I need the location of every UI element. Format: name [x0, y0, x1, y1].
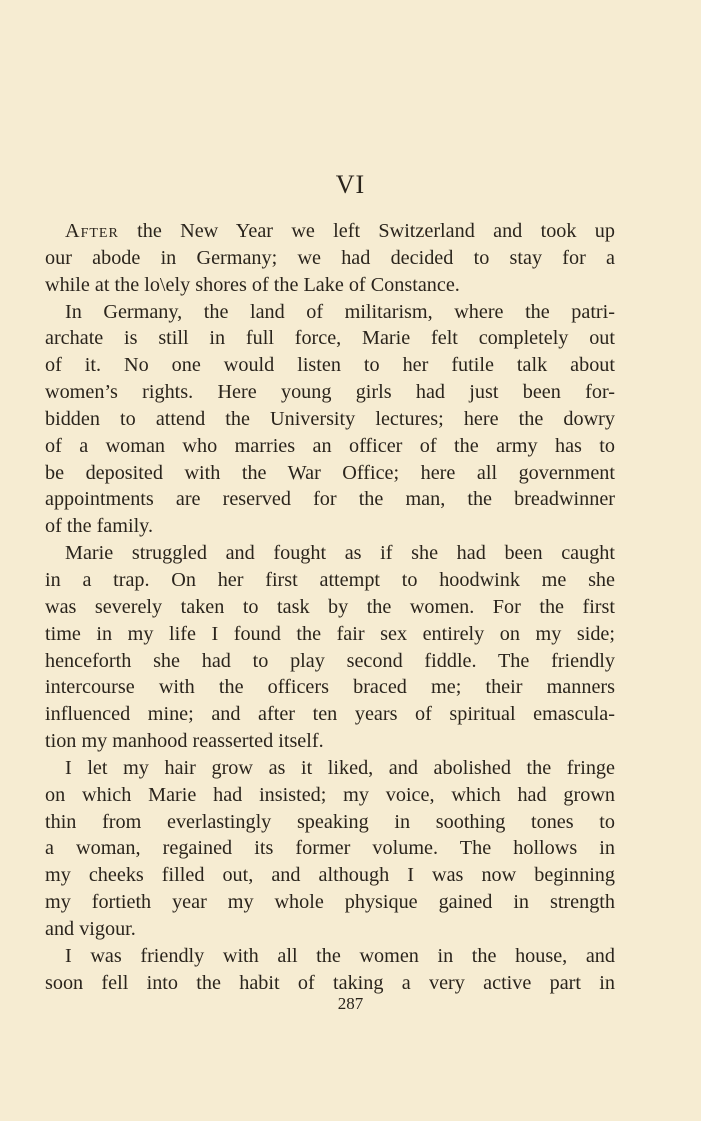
text-line: our abode in Germany; we had decided to stay for a — [45, 246, 615, 269]
text-line: my fortieth year my whole physique gained in strength — [45, 891, 615, 914]
text-line: influenced mine; and after ten years of spiritual emascula- — [45, 703, 615, 726]
text-line: while at the lo\ely shores of the Lake of Constance. — [45, 273, 460, 296]
text-line: henceforth she had to play second fiddle. The friendly — [45, 649, 615, 672]
text-line: of the family. — [45, 515, 154, 538]
text-line: I was friendly with all the women in the house, and — [65, 944, 615, 967]
text-line: I let my hair grow as it liked, and abolished the fringe — [65, 756, 615, 779]
text-line: appointments are reserved for the man, the breadwinner — [45, 488, 615, 511]
text-line: tion my manhood reasserted itself. — [45, 730, 324, 753]
chapter-heading: VI — [335, 170, 366, 199]
text-line: intercourse with the officers braced me; their manners — [45, 676, 615, 699]
text-line: In Germany, the land of militarism, where the patri- — [65, 300, 615, 323]
text-line: archate is still in full force, Marie felt completely out — [45, 327, 615, 350]
text-line: my cheeks filled out, and although I was now beginning — [45, 864, 615, 887]
small-caps-lead: After — [65, 220, 119, 242]
text-line: be deposited with the War Office; here all government — [45, 461, 615, 484]
page-number: 287 — [337, 994, 364, 1013]
text-line: of it. No one would listen to her futile talk about — [45, 354, 615, 377]
text-line: time in my life I found the fair sex entirely on my side; — [45, 622, 615, 645]
text-line: in a trap. On her first attempt to hoodwink me she — [45, 568, 615, 591]
text-line: Marie struggled and fought as if she had been caught — [65, 542, 615, 565]
text-line: women’s rights. Here young girls had just been for- — [45, 381, 615, 404]
text-line: bidden to attend the University lectures; here the dowry — [45, 407, 615, 430]
body-text — [45, 218, 615, 996]
text-line: soon fell into the habit of taking a very active part in — [45, 971, 615, 994]
text-line: and vigour. — [45, 917, 136, 940]
text-line: thin from everlastingly speaking in soothing tones to — [45, 810, 615, 833]
text-line: After the New Year we left Switzerland and took up — [65, 220, 615, 242]
text-line: of a woman who marries an officer of the army has to — [45, 434, 615, 457]
text-line: on which Marie had insisted; my voice, which had grown — [45, 783, 615, 806]
text-line: a woman, regained its former volume. The hollows in — [45, 837, 615, 860]
text-line: was severely taken to task by the women. For the first — [45, 595, 615, 618]
